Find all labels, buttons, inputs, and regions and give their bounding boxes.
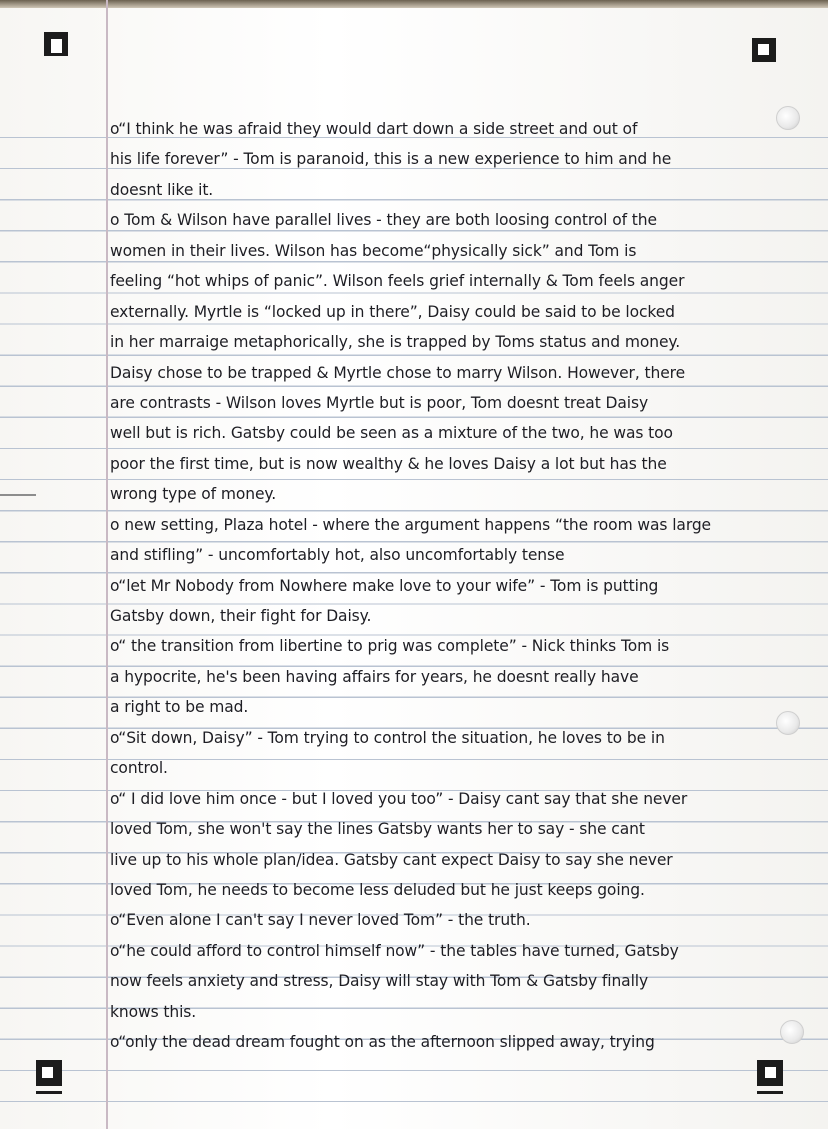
note-line: knows this. bbox=[110, 1002, 197, 1021]
page-edge-mark bbox=[0, 494, 36, 496]
note-line: doesnt like it. bbox=[110, 180, 214, 199]
note-line: o“only the dead dream fought on as the afternoon slipped away, trying bbox=[110, 1033, 655, 1052]
corner-marker-icon bbox=[752, 38, 776, 62]
note-line: well but is rich. Gatsby could be seen as a mixture of the two, he was too bbox=[110, 424, 673, 443]
note-line: o“Sit down, Daisy” - Tom trying to control the situation, he loves to be in bbox=[110, 728, 665, 747]
note-line: loved Tom, she won't say the lines Gatsby wants her to say - she cant bbox=[110, 820, 645, 839]
note-line: a hypocrite, he's been having affairs for years, he doesnt really have bbox=[110, 667, 639, 686]
note-line: wrong type of money. bbox=[110, 485, 277, 504]
note-line: loved Tom, he needs to become less deluded but he just keeps going. bbox=[110, 880, 645, 899]
margin-line bbox=[106, 0, 108, 1129]
note-line: now feels anxiety and stress, Daisy will stay with Tom & Gatsby finally bbox=[110, 972, 649, 991]
note-line: control. bbox=[110, 759, 168, 778]
note-line: live up to his whole plan/idea. Gatsby cant expect Daisy to say she never bbox=[110, 850, 673, 869]
note-line: o“he could afford to control himself now” - the tables have turned, Gatsby bbox=[110, 941, 679, 960]
note-line: o“ the transition from libertine to prig was complete” - Nick thinks Tom is bbox=[110, 637, 670, 656]
note-line: in her marraige metaphorically, she is trapped by Toms status and money. bbox=[110, 333, 681, 352]
page-top-edge bbox=[0, 0, 828, 8]
note-line: o“I think he was afraid they would dart down a side street and out of bbox=[110, 120, 638, 138]
corner-marker-icon bbox=[757, 1060, 783, 1086]
note-line: externally. Myrtle is “locked up in there”, Daisy could be said to be locked bbox=[110, 302, 675, 321]
corner-marker-tick bbox=[757, 1091, 783, 1094]
note-line: poor the first time, but is now wealthy & he loves Daisy a lot but has the bbox=[110, 454, 667, 473]
note-line: o“Even alone I can't say I never loved Tom” - the truth. bbox=[110, 911, 531, 930]
note-line: and stifling” - uncomfortably hot, also uncomfortably tense bbox=[110, 546, 565, 565]
note-line: feeling “hot whips of panic”. Wilson feels grief internally & Tom feels anger bbox=[110, 272, 685, 291]
note-line: o new setting, Plaza hotel - where the argument happens “the room was large bbox=[110, 515, 712, 534]
note-line: Gatsby down, their fight for Daisy. bbox=[110, 607, 372, 625]
note-line: women in their lives. Wilson has become“physically sick” and Tom is bbox=[110, 241, 637, 260]
corner-marker-tick bbox=[36, 1091, 62, 1094]
note-line: Daisy chose to be trapped & Myrtle chose to marry Wilson. However, there bbox=[110, 363, 686, 382]
handwritten-notes bbox=[110, 114, 824, 1058]
corner-marker-icon bbox=[36, 1060, 62, 1086]
note-line: a right to be mad. bbox=[110, 698, 249, 717]
note-line: o Tom & Wilson have parallel lives - they are both loosing control of the bbox=[110, 211, 657, 230]
note-line: are contrasts - Wilson loves Myrtle but is poor, Tom doesnt treat Daisy bbox=[110, 393, 649, 412]
note-line: o“let Mr Nobody from Nowhere make love to your wife” - Tom is putting bbox=[110, 576, 659, 595]
corner-marker-icon bbox=[44, 32, 68, 56]
note-line: o“ I did love him once - but I loved you too” - Daisy cant say that she never bbox=[110, 789, 688, 808]
note-line: his life forever” - Tom is paranoid, this is a new experience to him and he bbox=[110, 150, 672, 169]
